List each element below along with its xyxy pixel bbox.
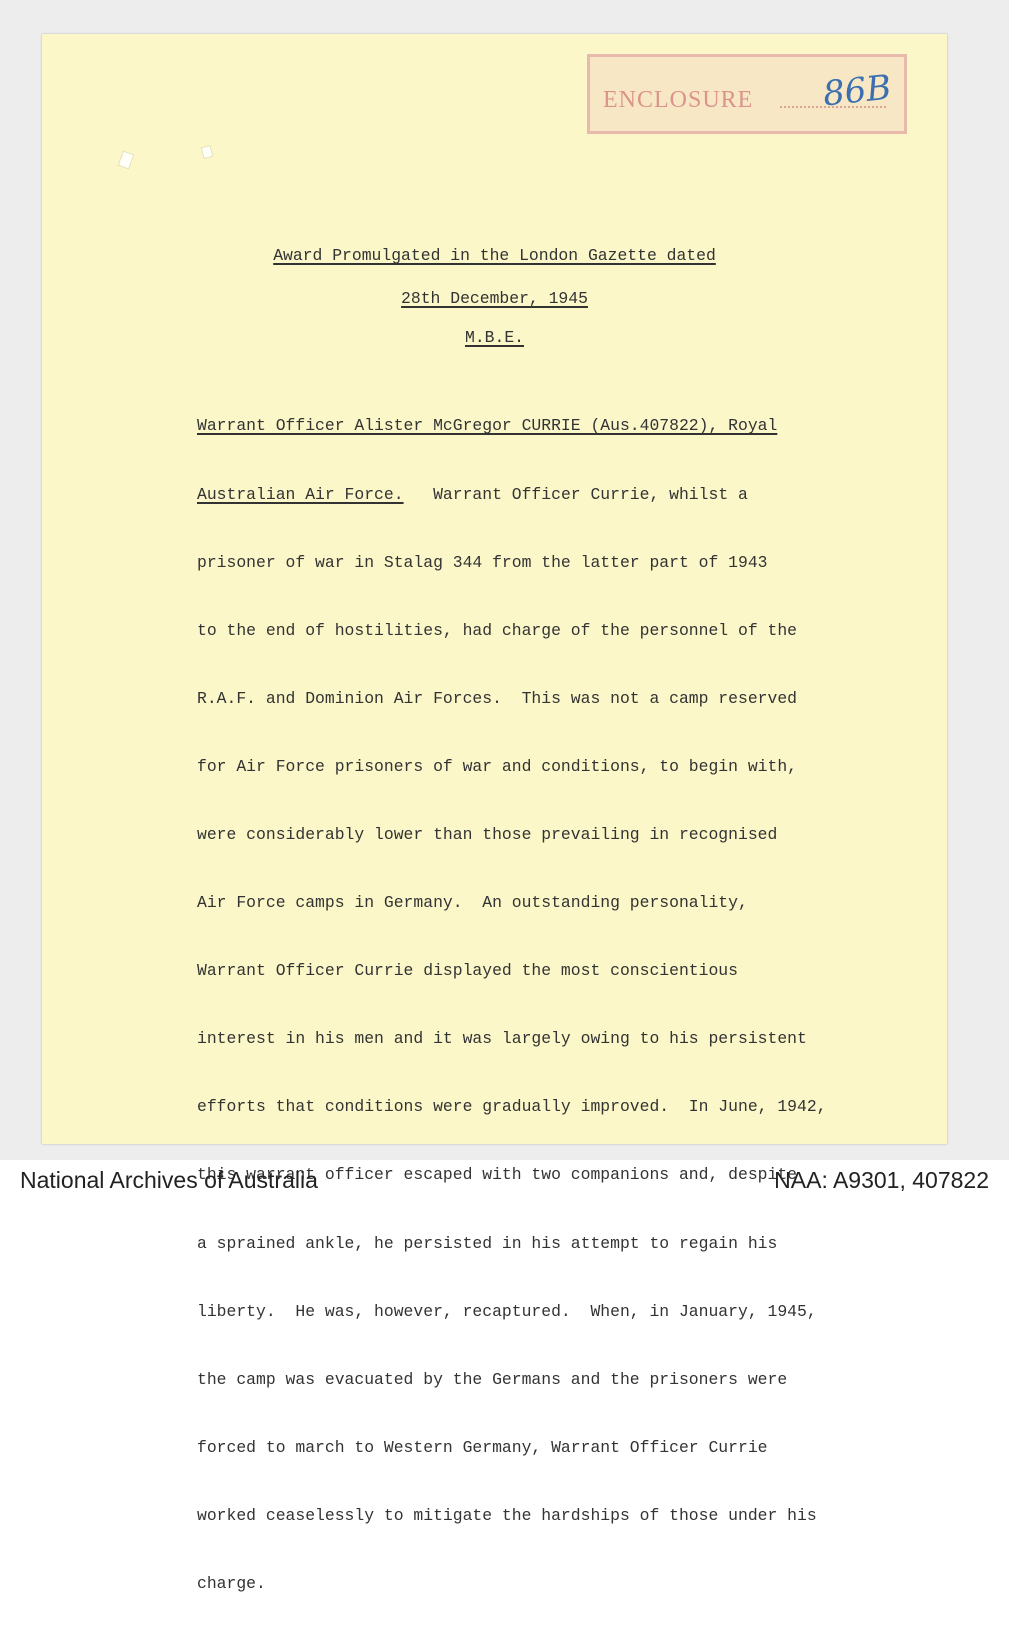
citation-line: prisoner of war in Stalag 344 from the latter part of 1943 xyxy=(197,552,768,572)
citation-line: charge. xyxy=(197,1574,266,1593)
paper-tear-mark xyxy=(201,145,214,159)
citation-line xyxy=(197,484,887,507)
citation-line: the camp was evacuated by the Germans and the prisoners were xyxy=(197,1369,788,1389)
archive-name: National Archives of Australia xyxy=(20,1167,318,1193)
paper-tear-mark xyxy=(118,150,135,169)
citation-line: to the end of hostilities, had charge of the personnel of the xyxy=(197,620,797,640)
gazette-heading xyxy=(42,246,947,265)
citation-line: were considerably lower than those prevailing in recognised xyxy=(197,824,778,844)
citation-line: a sprained ankle, he persisted in his attempt to regain his xyxy=(197,1233,778,1253)
stamp-label: ENCLOSURE xyxy=(603,87,754,113)
citation-line: forced to march to Western Germany, Warrant Officer Currie xyxy=(197,1437,768,1457)
archive-reference: NAA: A9301, 407822 xyxy=(774,1167,989,1193)
citation-line: Air Force camps in Germany. An outstanding personality, xyxy=(197,893,748,913)
gazette-date-text: 28th December, 1945 xyxy=(401,289,588,308)
citation-line xyxy=(197,415,887,438)
citation-service: Australian Air Force. xyxy=(197,484,404,504)
stamp-handwritten-number: 86B xyxy=(821,67,894,115)
citation-text: Warrant Officer Currie, whilst a xyxy=(403,484,748,504)
gazette-date-heading xyxy=(42,289,947,308)
citation-line: Warrant Officer Currie displayed the most conscientious xyxy=(197,961,738,981)
gazette-heading-text: Award Promulgated in the London Gazette dated xyxy=(273,246,716,265)
citation-body xyxy=(197,370,887,1641)
citation-line: worked ceaselessly to mitigate the hardships of those under his xyxy=(197,1505,817,1525)
citation-line: interest in his men and it was largely owing to his persistent xyxy=(197,1029,807,1049)
citation-line: efforts that conditions were gradually improved. In June, 1942, xyxy=(197,1097,827,1117)
award-text: M.B.E. xyxy=(464,328,525,347)
citation-name-rank: Warrant Officer Alister McGregor CURRIE (Aus.407822), Royal xyxy=(197,416,778,436)
citation-line: liberty. He was, however, recaptured. When, in January, 1945, xyxy=(197,1301,817,1321)
citation-line: for Air Force prisoners of war and conditions, to begin with, xyxy=(197,756,797,776)
award-heading xyxy=(42,328,947,347)
enclosure-stamp xyxy=(587,54,907,134)
citation-line: this warrant officer escaped with two companions and, despite xyxy=(197,1165,797,1185)
citation-line: R.A.F. and Dominion Air Forces. This was not a camp reserved xyxy=(197,688,797,708)
